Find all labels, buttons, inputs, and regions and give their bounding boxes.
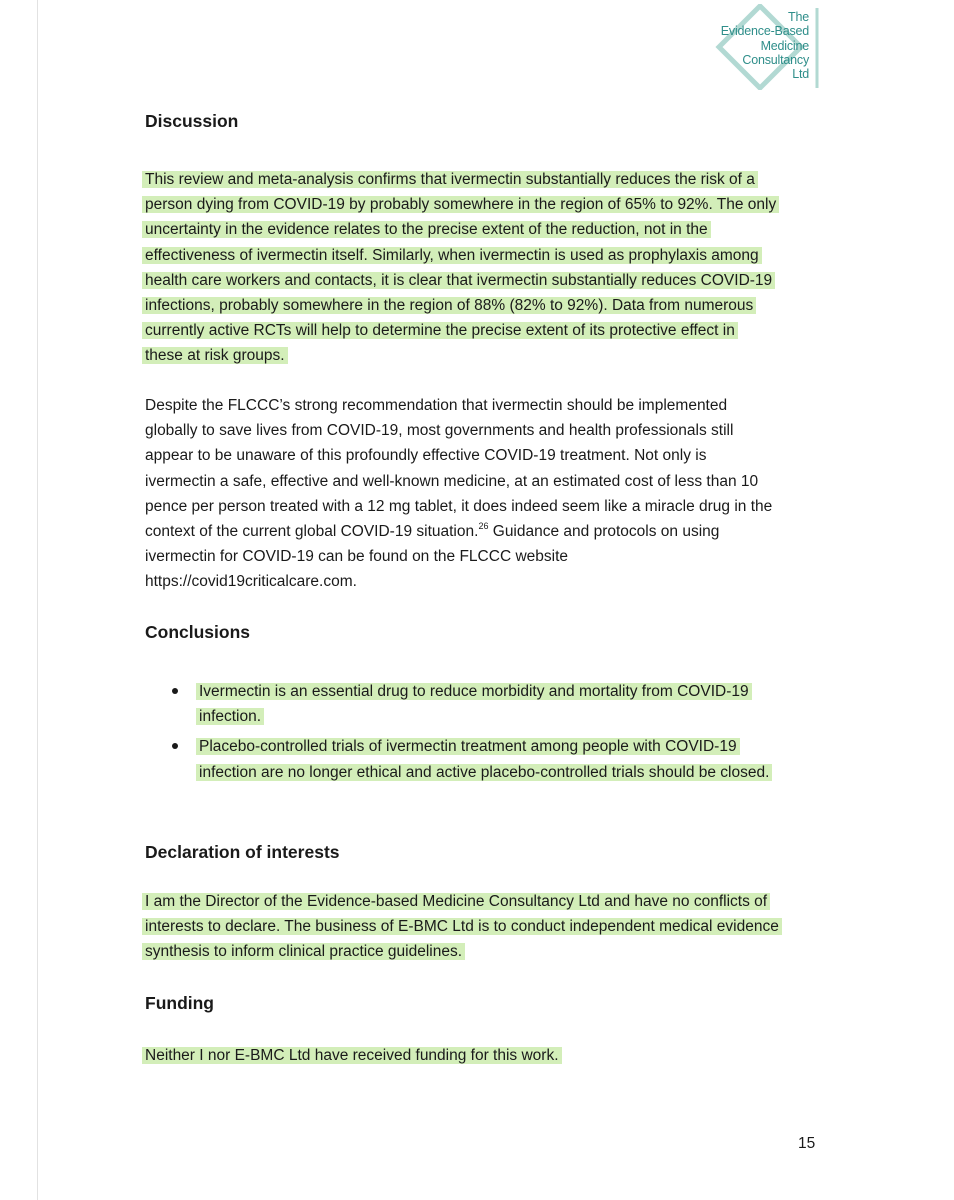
highlighted-text-line: uncertainty in the evidence relates to the precise extent of the reduction, not in the [145, 221, 708, 239]
text-line: Despite the FLCCC’s strong recommendation that ivermectin should be implemented [145, 397, 728, 414]
text-line-with-citation [145, 519, 825, 544]
logo-text [721, 10, 809, 81]
conclusions-list [170, 679, 820, 790]
discussion-heading: Discussion [145, 111, 239, 131]
highlighted-text-line: interests to declare. The business of E-BMC Ltd is to conduct independent medical evidence [145, 918, 779, 936]
bullet-dot-icon [172, 688, 178, 694]
highlighted-text-line: person dying from COVID-19 by probably somewhere in the region of 65% to 92%. The only [145, 196, 777, 214]
highlighted-text-line: these at risk groups. [145, 347, 285, 365]
discussion-paragraph-2 [145, 393, 825, 595]
highlighted-text-line: Ivermectin is an essential drug to reduce morbidity and mortality from COVID-19 [199, 683, 749, 700]
highlighted-text-line: Neither I nor E-BMC Ltd have received funding for this work. [145, 1047, 559, 1064]
highlighted-text-line: synthesis to inform clinical practice guidelines. [145, 943, 463, 961]
text-line: globally to save lives from COVID-19, most governments and health professionals still [145, 422, 734, 440]
citation-superscript: 26 [478, 521, 489, 532]
highlighted-text-line: infection are no longer ethical and active placebo-controlled trials should be closed. [199, 763, 770, 781]
logo-line: The [788, 10, 809, 24]
text-line: ivermectin a safe, effective and well-known medicine, at an estimated cost of less than 10 [145, 472, 759, 490]
text-line: pence per person treated with a 12 mg tablet, it does indeed seem like a miracle drug in the [145, 497, 773, 515]
funding-heading: Funding [145, 993, 215, 1013]
text-segment: Guidance and protocols on using [488, 523, 720, 541]
declaration-paragraph [145, 889, 825, 965]
discussion-paragraph-1 [145, 167, 825, 369]
text-segment: context of the current global COVID-19 situation. [145, 523, 479, 541]
list-item [170, 734, 820, 784]
conclusions-heading: Conclusions [145, 622, 251, 642]
highlighted-text-line: effectiveness of ivermectin itself. Similarly, when ivermectin is used as prophylaxis among [145, 246, 759, 264]
text-line: appear to be unaware of this profoundly effective COVID-19 treatment. Not only is [145, 447, 707, 465]
funding-paragraph [145, 1043, 825, 1068]
logo-line: Ltd [792, 67, 809, 82]
page-edge-divider [37, 0, 38, 1200]
highlighted-text-line: health care workers and contacts, it is clear that ivermectin substantially reduces COVID-19 [145, 271, 773, 289]
highlighted-text-line: infections, probably somewhere in the region of 88% (82% to 92%). Data from numerous [145, 297, 754, 315]
bullet-dot-icon [172, 743, 178, 749]
text-line: ivermectin for COVID-19 can be found on the FLCCC website [145, 548, 568, 566]
highlighted-text-line: I am the Director of the Evidence-based Medicine Consultancy Ltd and have no conflicts of [145, 893, 768, 910]
logo-line: Consultancy [742, 52, 809, 67]
website-url: https://covid19criticalcare.com. [145, 573, 357, 591]
highlighted-text-line: infection. [199, 708, 262, 726]
highlighted-text-line: currently active RCTs will help to determine the precise extent of its protective effect in [145, 322, 735, 340]
page-number: 15 [798, 1135, 816, 1152]
highlighted-text-line: This review and meta-analysis confirms that ivermectin substantially reduces the risk of a [145, 171, 755, 188]
declaration-heading: Declaration of interests [145, 842, 340, 862]
company-logo [705, 4, 825, 90]
highlighted-text-line: Placebo-controlled trials of ivermectin treatment among people with COVID-19 [199, 738, 737, 756]
logo-line: Medicine [760, 38, 809, 53]
logo-line: Evidence-Based [720, 24, 809, 39]
list-item [170, 679, 820, 729]
